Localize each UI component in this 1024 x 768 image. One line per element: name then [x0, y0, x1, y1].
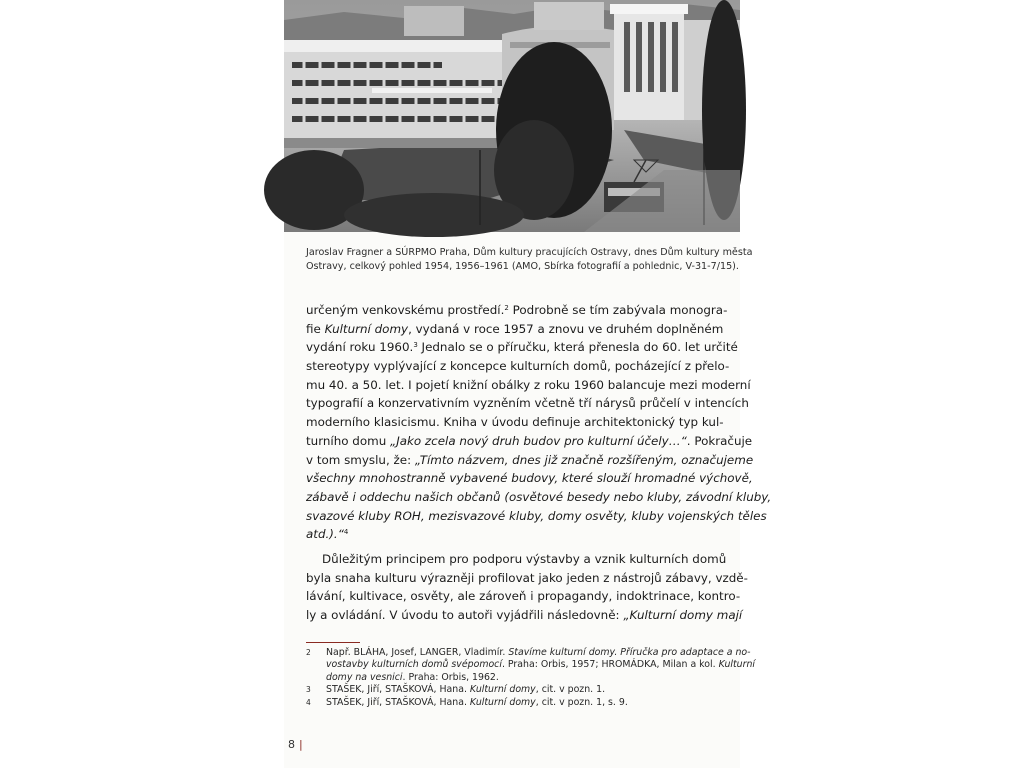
footnote-segment: Kulturní domy — [469, 696, 536, 708]
figure-caption — [306, 246, 753, 274]
text-line: lávání, kultivace, osvěty, ale zároveň i propagandy, indoktrinace, kontro- — [306, 589, 741, 604]
page-number-bar: | — [299, 738, 303, 751]
footnote-text — [326, 647, 751, 659]
footnote-number: 2 — [306, 648, 311, 657]
footnote-line — [306, 647, 751, 659]
footnote-line — [306, 684, 738, 696]
footnote-number: 3 — [306, 685, 311, 695]
footnote-number: 4 — [306, 697, 311, 707]
footnote-segment: domy na vesnici — [326, 671, 403, 683]
footnote-segment: STAŠEK, Jiří, STAŠKOVÁ, Hana. — [326, 696, 470, 708]
footnote-number — [306, 659, 326, 671]
building-photograph — [284, 0, 740, 232]
footnote-number — [306, 672, 326, 684]
text-line: ly a ovládání. V úvodu to autoři vyjádřili následovně: „Kulturní domy mají — [306, 608, 743, 622]
footnote-segment: . Praha: Orbis, 1957; HROMÁDKA, Milan a kol. — [501, 659, 719, 671]
footnote-segment: vostavby kulturních domů svépomocí — [326, 659, 502, 671]
footnote-segment: Např. BLÁHA, Josef, LANGER, Vladimír. — [326, 647, 509, 658]
footnote-segment: , cit. v pozn. 1, s. 9. — [535, 696, 628, 708]
text-line: zábavě i oddechu našich občanů (osvětové besedy nebo kluby, závodní kluby, — [306, 489, 772, 504]
text-line: všechny mnohostranně vybavené budovy, které slouží hromadné výchově, — [306, 471, 753, 486]
text-line: Důležitým principem pro podporu výstavby a vznik kulturních domů — [322, 551, 727, 566]
footnote-ref: 3 — [413, 341, 418, 350]
text-line: vydání roku 1960.$^3$ Jednalo se o příručku, která přenesla do 60. let určité — [306, 340, 738, 355]
footnote-segment: . Praha: Orbis, 1962. — [402, 671, 499, 683]
footnote-ref: 2 — [504, 304, 509, 312]
text-line: moderního klasicismu. Kniha v úvodu definuje architektonický typ kul- — [306, 415, 724, 430]
footnote-segment: , cit. v pozn. 1. — [535, 684, 606, 696]
footnote-text — [326, 659, 755, 671]
text-line: svazové kluby ROH, mezisvazové kluby, domy osvěty, kluby vojenských těles — [306, 508, 767, 523]
text-line: byla snaha kulturu výrazněji profilovat jako jeden z nástrojů zábavy, vzdě- — [306, 570, 748, 585]
footnote-text — [326, 697, 738, 709]
footnote-line — [306, 659, 756, 671]
footnote-segment: Kulturní — [718, 659, 756, 671]
footnote-text — [326, 684, 738, 696]
footnote-ref: 4 — [343, 528, 349, 537]
text-line: určeným venkovskému prostředí.$^2$ Podrobně se tím zabývala monogra- — [306, 303, 728, 317]
footnote-segment: Kulturní domy — [469, 684, 536, 696]
body-text — [306, 301, 772, 625]
text-line: atd.).“$^4$ — [306, 527, 349, 542]
footnote-text — [326, 672, 738, 684]
footnote-rule — [306, 642, 360, 643]
page-number: 8 | — [288, 738, 303, 751]
text-line: stereotypy vyplývající z koncepce kulturních domů, pocházející z přelo- — [306, 359, 730, 374]
caption-line: Jaroslav Fragner a SÚRPMO Praha, Dům kultury pracujících Ostravy, dnes Dům kultury města — [306, 247, 753, 258]
footnote-segment: STAŠEK, Jiří, STAŠKOVÁ, Hana. — [326, 684, 470, 696]
footnotes — [306, 647, 756, 709]
caption-line: Ostravy, celkový pohled 1954, 1956–1961 (AMO, Sbírka fotografií a pohlednic, V-31-7/15). — [306, 261, 739, 272]
text-line: typografií a konzervativním vyzněním včetně tří nárysů průčelí v intencích — [306, 396, 749, 411]
text-line: v tom smyslu, že: „Tímto názvem, dnes již značně rozšířeným, označujeme — [306, 452, 754, 467]
text-line: fie Kulturní domy, vydaná v roce 1957 a znovu ve druhém doplněném — [306, 321, 724, 336]
text-line: mu 40. a 50. let. I pojetí knižní obálky z roku 1960 balancuje mezi moderní — [306, 377, 751, 392]
book-page — [284, 0, 772, 768]
footnote-line — [306, 697, 738, 709]
footnote-line — [306, 672, 738, 684]
text-line: turního domu „Jako zcela nový druh budov pro kulturní účely…“. Pokračuje — [306, 433, 753, 448]
footnote-segment: Stavíme kulturní domy. Příručka pro adaptace a no- — [508, 647, 751, 658]
